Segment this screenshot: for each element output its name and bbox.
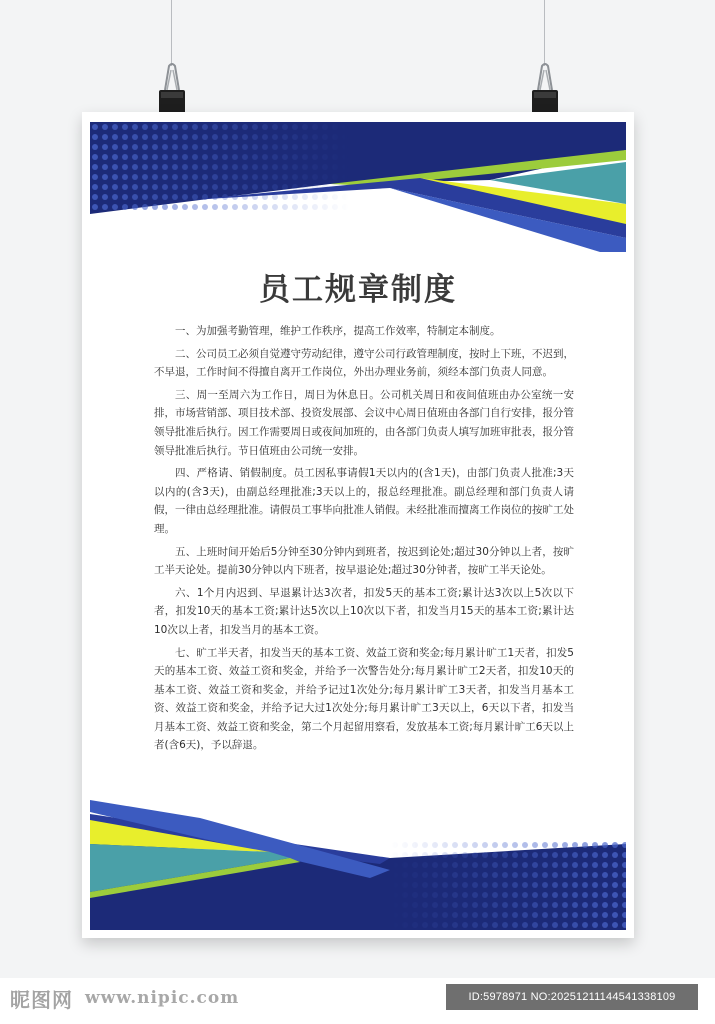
site-logo bbox=[10, 985, 239, 1011]
hanging-wire-right bbox=[544, 0, 545, 66]
rule-paragraph-5: 五、上班时间开始后5分钟至30分钟内到班者，按迟到论处;超过30分钟以上者，按旷工半天论处。提前30分钟以内下班者，按早退论处;超过30分钟者，按旷工半天论处。 bbox=[154, 545, 574, 577]
rule-paragraph-1: 一、为加强考勤管理，维护工作秩序，提高工作效率，特制定本制度。 bbox=[175, 325, 501, 337]
hanging-wire-left bbox=[171, 0, 172, 66]
rule-paragraph-7: 七、旷工半天者，扣发当天的基本工资、效益工资和奖金;每月累计旷工1天者，扣发5天的基本工资、效益工资和奖金，并给予一次警告处分;每月累计旷工2天者，扣发10天的基本工资、效益工资和奖金，并给予记过1次处分;每月累计旷工3天者，扣发当月基本工资、效益工资和奖金，并给予记大过1次处分;每月累计旷工3天以上，6天以下者，扣发当月基本工资、效益工资和奖金，第二个月起留用察看，发放基本工资;每月累计旷工6天以上者(含6天)，予以辞退。 bbox=[154, 646, 574, 752]
site-url: www.nipic.com bbox=[85, 988, 240, 1008]
bottom-decoration bbox=[90, 800, 626, 930]
poster-inner bbox=[90, 122, 626, 930]
rule-paragraph-4: 四、严格请、销假制度。员工因私事请假1天以内的(含1天)，由部门负责人批准;3天以内的(含3天)，由副总经理批准;3天以上的，报总经理批准。副总经理和部门负责人请假，一律由总经理批准。请假员工事毕向批准人销假。未经批准而擅离工作岗位的按旷工处理。 bbox=[154, 467, 574, 535]
top-decoration bbox=[90, 122, 626, 252]
rules-body bbox=[154, 322, 574, 759]
logo-text: 昵图网 bbox=[10, 987, 73, 1012]
poster bbox=[82, 112, 634, 938]
page-title: 员工规章制度 bbox=[259, 272, 457, 308]
rule-paragraph-6: 六、1个月内迟到、早退累计达3次者，扣发5天的基本工资;累计达3次以上5次以下者，扣发10天的基本工资;累计达5次以上10次以下者，扣发当月15天的基本工资;累计达10次以上者，扣发当月的基本工资。 bbox=[154, 586, 574, 636]
rule-paragraph-3: 三、周一至周六为工作日，周日为休息日。公司机关周日和夜间值班由办公室统一安排，市场营销部、项目技术部、投资发展部、会议中心周日值班由各部门自行安排，报分管领导批准后执行。因工作需要周日或夜间加班的，由各部门负责人填写加班审批表，报分管领导批准后执行。节日值班由公司统一安排。 bbox=[154, 388, 574, 457]
image-id-label: ID:5978971 NO:20251211144541338109 bbox=[446, 984, 698, 1010]
rule-paragraph-2: 二、公司员工必须自觉遵守劳动纪律，遵守公司行政管理制度，按时上下班，不迟到，不早退，工作时间不得擅自离开工作岗位，外出办理业务前，须经本部门负责人同意。 bbox=[154, 347, 574, 379]
